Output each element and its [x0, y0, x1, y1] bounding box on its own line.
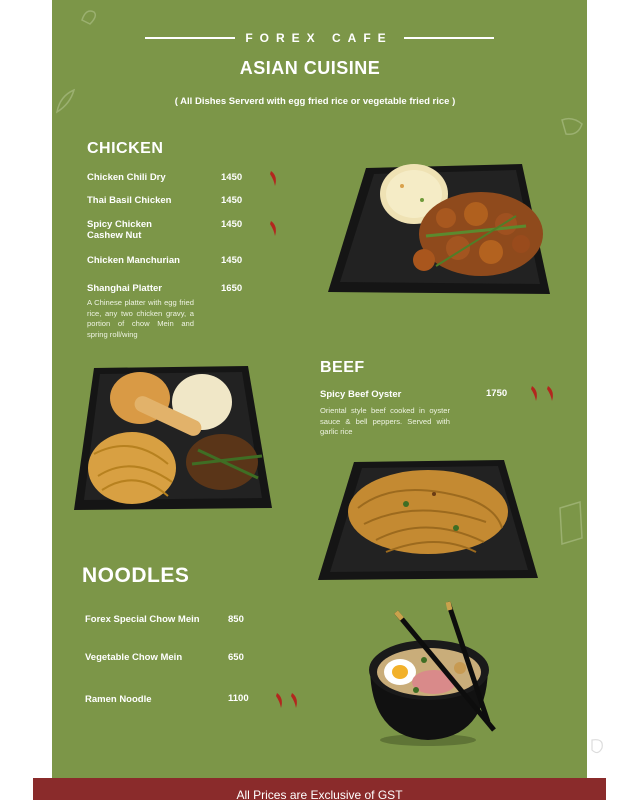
- menu-item-name: Forex Special Chow Mein: [85, 614, 200, 625]
- menu-item-price: 1450: [221, 195, 243, 206]
- menu-item-name: Chicken Chili Dry: [87, 172, 166, 183]
- chili-icon: [287, 692, 301, 710]
- page-subtitle: ( All Dishes Serverd with egg fried rice or vegetable fried rice ): [174, 96, 456, 107]
- decorative-doodle-icon: [588, 736, 608, 758]
- brand-name: FOREX CAFE: [245, 31, 393, 45]
- menu-item-name: Ramen Noodle: [85, 694, 152, 705]
- shanghai-platter-image: [72, 364, 274, 512]
- menu-item-name: Chicken Manchurian: [87, 255, 180, 266]
- chili-icon: [266, 170, 280, 188]
- menu-item-name: Spicy Beef Oyster: [320, 389, 402, 400]
- chicken-dish-image: [326, 156, 552, 298]
- footer-bar: [33, 778, 606, 800]
- gst-note: All Prices are Exclusive of GST: [236, 788, 403, 802]
- menu-item-price: 850: [228, 614, 244, 625]
- chicken-heading: CHICKEN: [87, 140, 164, 157]
- chili-icon: [543, 385, 557, 403]
- noodles-heading: NOODLES: [82, 564, 190, 587]
- decorative-doodle-icon: [556, 498, 586, 548]
- decorative-doodle-icon: [78, 6, 100, 28]
- menu-item-price: 650: [228, 652, 244, 663]
- ramen-bowl-image: [364, 598, 504, 748]
- menu-item-description: Oriental style beef cooked in oyster sauce & bell peppers. Served with garlic rice: [320, 406, 450, 436]
- menu-item-name: Thai Basil Chicken: [87, 195, 172, 206]
- menu-item-price: 1450: [221, 172, 243, 183]
- page-title: ASIAN CUISINE: [239, 58, 381, 78]
- menu-item-name: Shanghai Platter: [87, 283, 162, 294]
- chili-icon: [527, 385, 541, 403]
- chili-icon: [272, 692, 286, 710]
- menu-item-description: A Chinese platter with egg fried rice, any two chicken gravy, a portion of chow Mein and spring roll/wing: [87, 298, 194, 339]
- menu-item-name: Spicy Chicken Cashew Nut: [87, 219, 152, 241]
- chili-icon: [266, 220, 280, 238]
- decorative-doodle-icon: [558, 114, 586, 140]
- chow-mein-image: [316, 458, 540, 582]
- menu-item-name: Vegetable Chow Mein: [85, 652, 183, 663]
- beef-heading: BEEF: [320, 359, 365, 376]
- menu-item-price: 1100: [228, 693, 249, 704]
- menu-item-price: 1450: [221, 255, 243, 266]
- menu-item-price: 1650: [221, 283, 243, 294]
- menu-item-price: 1450: [221, 219, 243, 230]
- menu-item-price: 1750: [486, 388, 508, 399]
